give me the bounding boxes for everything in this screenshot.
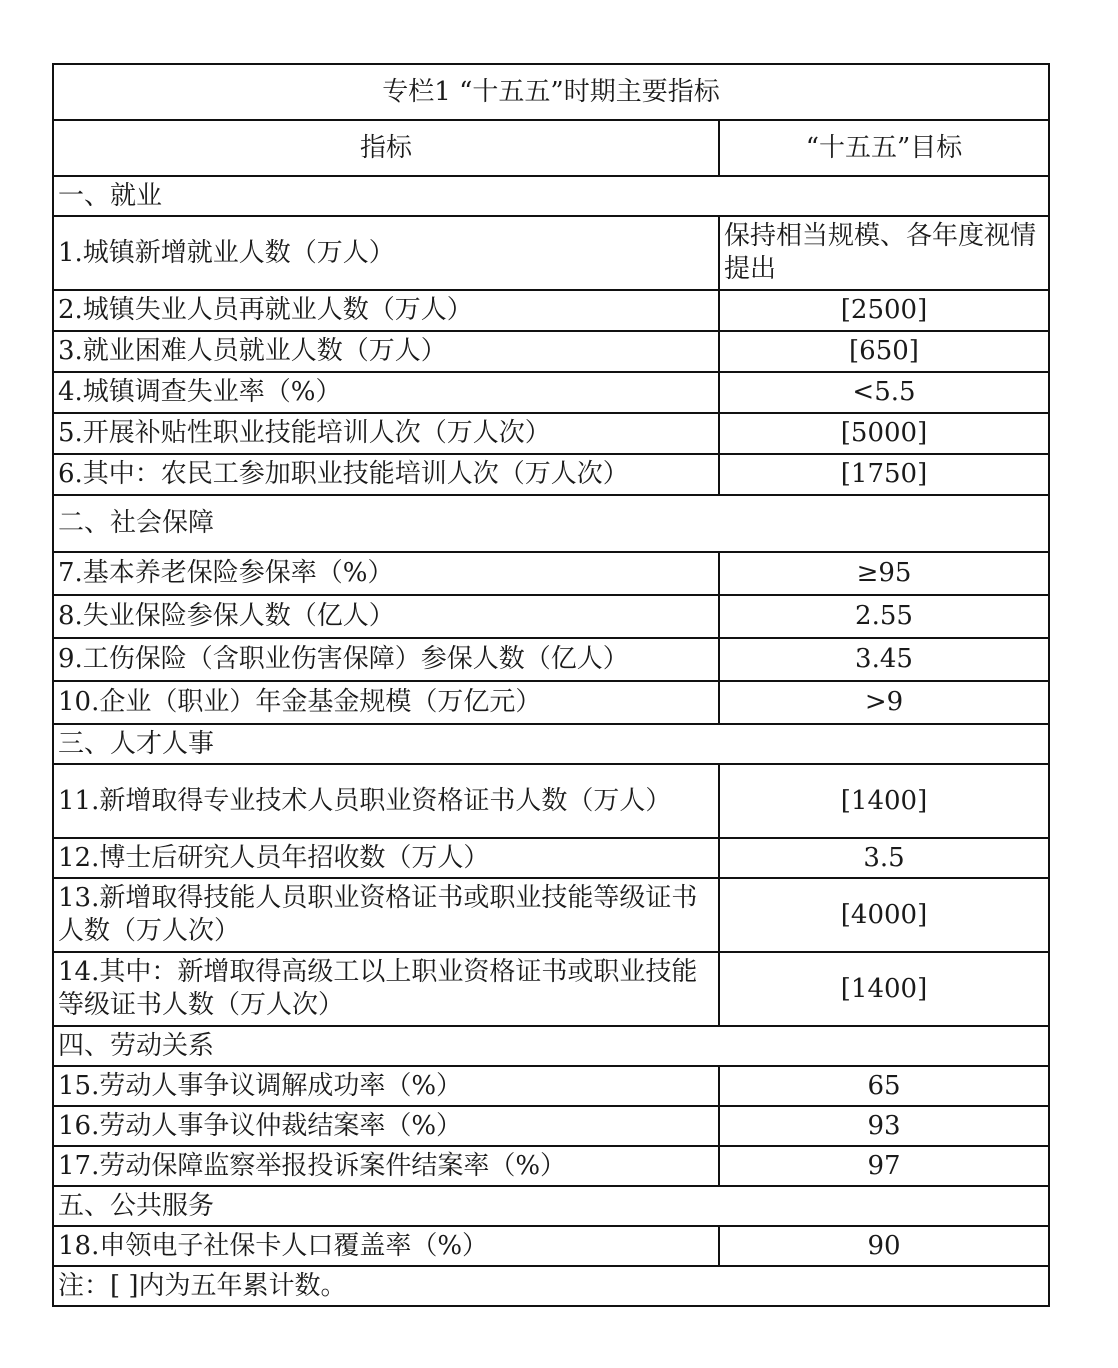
table-row-indicator: 5.开展补贴性职业技能培训人次（万人次） (53, 413, 719, 454)
table-row-indicator: 8.失业保险参保人数（亿人） (53, 595, 719, 638)
table-row-target: 93 (719, 1106, 1049, 1146)
table-row-target: ≥95 (719, 552, 1049, 595)
header-indicator: 指标 (53, 120, 719, 176)
table-row-indicator: 15.劳动人事争议调解成功率（%） (53, 1066, 719, 1106)
section-title: 五、公共服务 (53, 1186, 1049, 1226)
table-row-target: 90 (719, 1226, 1049, 1266)
table-row-target: 保持相当规模、各年度视情提出 (719, 216, 1049, 290)
table-title: 专栏1 “十五五”时期主要指标 (53, 64, 1049, 120)
table-row-target: [1750] (719, 454, 1049, 495)
table-row-indicator: 7.基本养老保险参保率（%） (53, 552, 719, 595)
section-title: 一、就业 (53, 176, 1049, 216)
table-row-indicator: 3.就业困难人员就业人数（万人） (53, 331, 719, 372)
table-row-indicator: 13.新增取得技能人员职业资格证书或职业技能等级证书人数（万人次） (53, 878, 719, 952)
indicator-table (52, 63, 1050, 1307)
section-title: 三、人才人事 (53, 724, 1049, 764)
table-row-indicator: 12.博士后研究人员年招收数（万人） (53, 838, 719, 878)
table-row-indicator: 9.工伤保险（含职业伤害保障）参保人数（亿人） (53, 638, 719, 681)
table-row-target: [1400] (719, 764, 1049, 838)
table-row-indicator: 1.城镇新增就业人数（万人） (53, 216, 719, 290)
table-row-target: <5.5 (719, 372, 1049, 413)
table-row-indicator: 18.申领电子社保卡人口覆盖率（%） (53, 1226, 719, 1266)
table-row-indicator: 14.其中：新增取得高级工以上职业资格证书或职业技能等级证书人数（万人次） (53, 952, 719, 1026)
table-row-target: 65 (719, 1066, 1049, 1106)
table-row-target: 2.55 (719, 595, 1049, 638)
table-row-indicator: 11.新增取得专业技术人员职业资格证书人数（万人） (53, 764, 719, 838)
section-title: 二、社会保障 (53, 495, 1049, 552)
table-row-indicator: 6.其中：农民工参加职业技能培训人次（万人次） (53, 454, 719, 495)
table-note: 注：[ ]内为五年累计数。 (53, 1266, 1049, 1306)
table-row-target: [4000] (719, 878, 1049, 952)
table-row-indicator: 17.劳动保障监察举报投诉案件结案率（%） (53, 1146, 719, 1186)
table-row-target: 97 (719, 1146, 1049, 1186)
table-row-indicator: 4.城镇调查失业率（%） (53, 372, 719, 413)
table-row-indicator: 16.劳动人事争议仲裁结案率（%） (53, 1106, 719, 1146)
section-title: 四、劳动关系 (53, 1026, 1049, 1066)
table-row-indicator: 10.企业（职业）年金基金规模（万亿元） (53, 681, 719, 724)
table-row-target: 3.5 (719, 838, 1049, 878)
table-row-target: >9 (719, 681, 1049, 724)
header-target: “十五五”目标 (719, 120, 1049, 176)
table-row-target: [1400] (719, 952, 1049, 1026)
table-row-target: 3.45 (719, 638, 1049, 681)
table-row-indicator: 2.城镇失业人员再就业人数（万人） (53, 290, 719, 331)
table-row-target: [5000] (719, 413, 1049, 454)
table-row-target: [650] (719, 331, 1049, 372)
table-row-target: [2500] (719, 290, 1049, 331)
